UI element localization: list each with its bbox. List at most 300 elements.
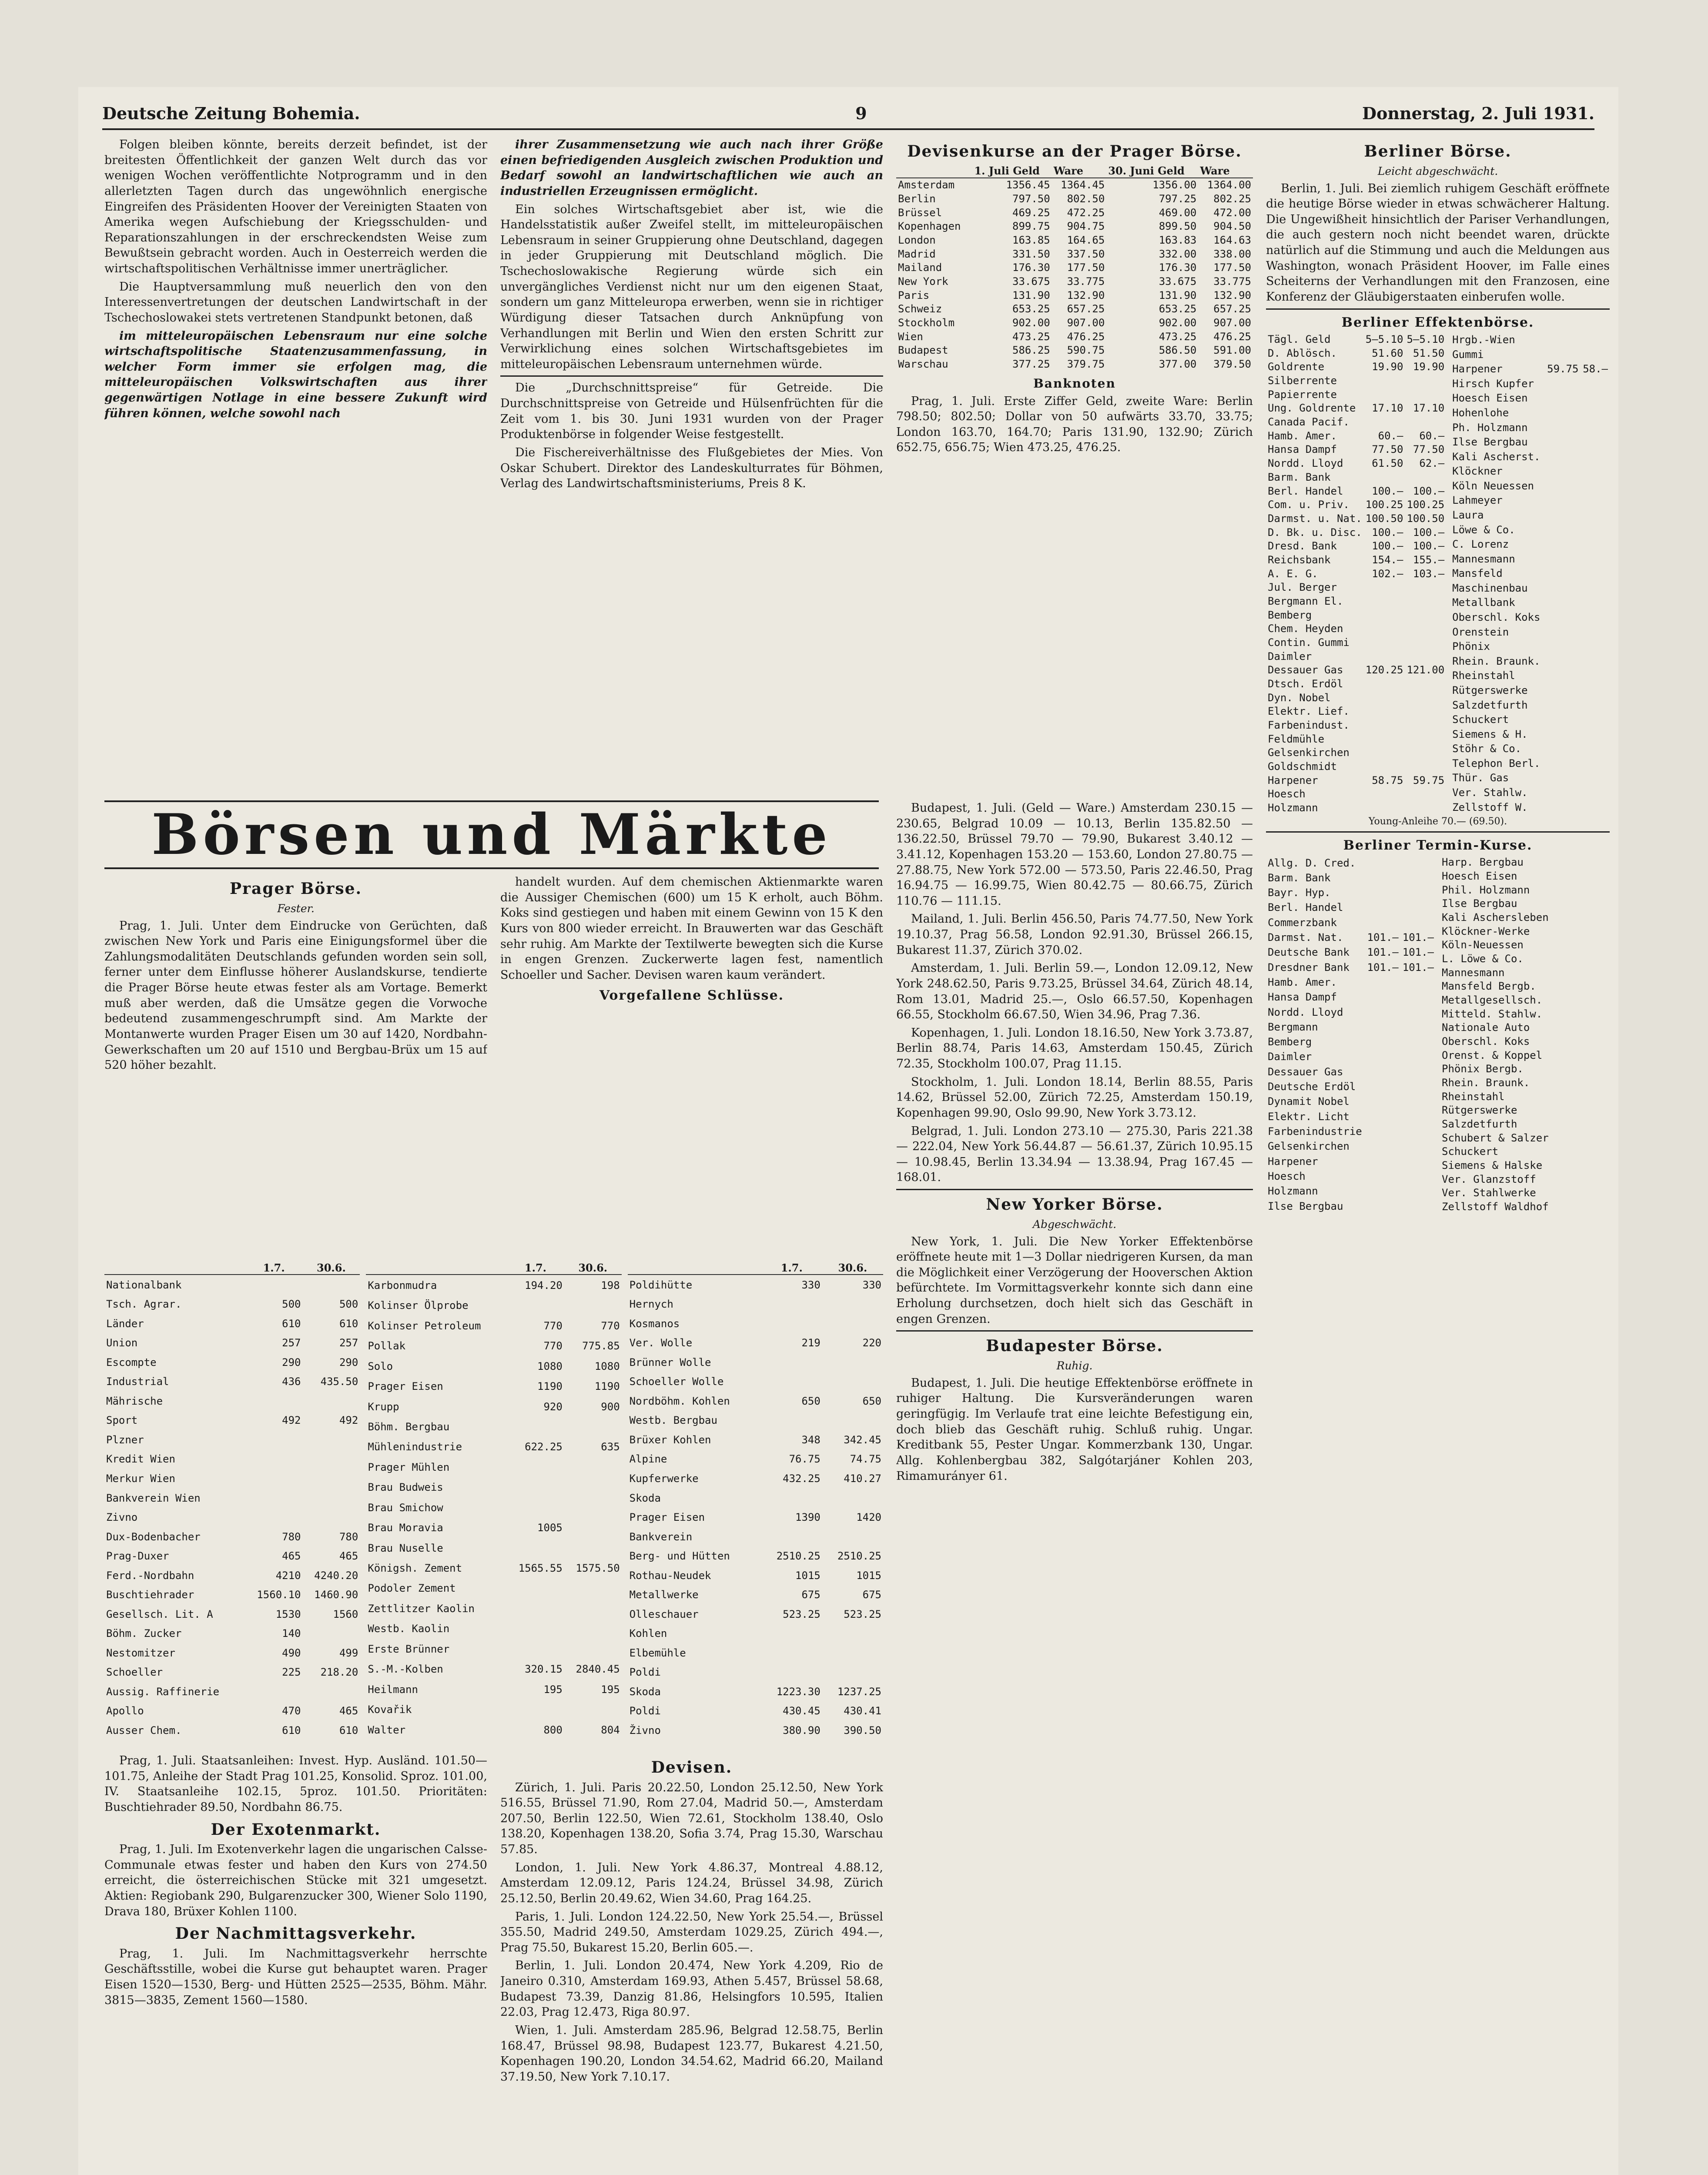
row-label: Karbonmudra: [368, 1279, 437, 1292]
paragraph: Belgrad, 1. Juli. London 273.10 — 275.30, Paris 221.38 — 222.04, New York 56.44.87 — 56.61.37, Zürich 10.95.15 — 10.98.45, Berlin 13.34.94 — 13.38.94, Prag 167.45 — 168.01.: [896, 1124, 1253, 1185]
cell-value: 33.675: [1159, 275, 1197, 288]
cell-value: 1364.00: [1207, 179, 1251, 191]
table-row: [1450, 639, 1610, 654]
cell-value: 101.—: [1402, 961, 1434, 974]
row-label: Oberschl. Koks: [1452, 611, 1541, 624]
table-row: [1440, 1186, 1610, 1200]
cell-value: 657.25: [1213, 303, 1251, 315]
paragraph: Mailand, 1. Juli. Berlin 456.50, Paris 74.77.50, New York 19.10.37, Prag 56.58, London 92.91.30, Brüssel 266.15, Bukarest 11.37, Zürich 370.02.: [896, 912, 1253, 957]
exotenmarkt-title: Der Exotenmarkt.: [211, 1820, 381, 1839]
budapest-title: Budapester Börse.: [986, 1337, 1163, 1355]
paragraph: handelt wurden. Auf dem chemischen Aktienmarkte waren die Aussiger Chemischen (600) um 15 K erholt, auch Böhm. Koks sind gestiegen und haben mit einem Gewinn von 15 K den Kurs von 800 wieder erreicht. In Brauwerten war das Geschäft sehr ruhig. Am Markte der Textilwerte bewegten sich die Kurse in engen Grenzen. Zuckerwerte lagen fest, namentlich Schoeller und Sacher. Devisen waren kaum verändert.: [500, 875, 883, 982]
cell-value: 1237.25: [837, 1685, 881, 1698]
row-label: Maschinenbau: [1452, 582, 1528, 594]
table-row: [366, 1599, 621, 1619]
cell-value: [1364, 581, 1405, 595]
cell-value: [507, 1538, 564, 1558]
cell-value: [1604, 870, 1610, 883]
section-subtitle: Leicht abgeschwächt.: [1377, 164, 1498, 177]
cell-value: [1580, 333, 1610, 348]
cell-value: [1580, 421, 1610, 435]
cell-value: [1365, 1109, 1400, 1124]
row-label: Rheinstahl: [1452, 669, 1515, 682]
devisen-section: [500, 1753, 883, 2175]
table-row: [104, 1295, 360, 1314]
table-row: [628, 1546, 883, 1566]
row-label: Merkur Wien: [106, 1472, 175, 1485]
cell-value: 802.25: [1213, 192, 1251, 205]
row-label: Ver. Stahlw.: [1452, 786, 1528, 799]
table-row: [1266, 774, 1446, 788]
bold-paragraph: im mitteleuropäischen Lebensraum nur eine solche wirtschaftspolitische Staatenzusammenfassung, in welcher Form immer sie erfolgen mag, die mitteleuropäischen Volkswirtschaften aus ihrer gegenwärtigen Notlage in eine bessere Zukunft wird führen können, welche sowohl nach: [104, 329, 487, 420]
cell-value: 100.—: [1413, 485, 1445, 497]
staatsanleihen-section: [104, 1753, 487, 2175]
cell-value: [1400, 1109, 1436, 1124]
row-label: Phönix: [1452, 640, 1490, 653]
termin-title: Berliner Termin-Kurse.: [1343, 837, 1533, 853]
cell-value: [1365, 1005, 1400, 1020]
row-label: Jul. Berger: [1268, 581, 1337, 594]
table-row: [104, 1701, 360, 1721]
row-label: Dresdner Bank: [1268, 961, 1350, 974]
cell-value: [1580, 537, 1610, 552]
table-row: [1450, 742, 1610, 756]
cell-value: 51.60: [1372, 347, 1403, 359]
cell-value: [1365, 1064, 1400, 1079]
column-header: [366, 1262, 507, 1275]
table-row: [104, 1585, 360, 1605]
column-header: [628, 1262, 761, 1275]
cell-value: [1400, 1080, 1436, 1094]
row-label: Berl. Handel: [1268, 901, 1343, 914]
cell-value: 650: [862, 1395, 881, 1407]
row-label: Sport: [106, 1414, 138, 1427]
row-label: Rheinstahl: [1442, 1090, 1505, 1103]
table-row: [1266, 960, 1436, 975]
berliner-boerse-section: [1266, 137, 1610, 2175]
cell-value: [507, 1417, 564, 1437]
row-label: Warschau: [898, 358, 948, 370]
table-row: [104, 1275, 360, 1295]
row-label: Barm. Bank: [1268, 471, 1331, 483]
cell-value: [1580, 727, 1610, 742]
cell-value: [1365, 1080, 1400, 1094]
newspaper-page: [78, 87, 1618, 2175]
cell-value: [1544, 348, 1580, 362]
row-label: Nationalbank: [106, 1278, 182, 1291]
table-row: [366, 1558, 621, 1578]
cell-value: 17.10: [1372, 402, 1403, 415]
table-row: [1266, 915, 1436, 930]
row-label: Metallwerke: [629, 1589, 699, 1601]
row-label: Hohenlohe: [1452, 406, 1509, 419]
table-row: [1450, 435, 1610, 450]
column-header: 30.6.: [564, 1262, 622, 1275]
row-label: S.-M.-Kolben: [368, 1663, 443, 1676]
row-label: Rütgerswerke: [1452, 684, 1528, 696]
cell-value: [1405, 609, 1446, 622]
row-label: Kosmanos: [629, 1317, 680, 1330]
cell-value: 473.25: [1159, 330, 1197, 343]
cell-value: [1580, 566, 1610, 581]
cell-value: [1544, 464, 1580, 479]
newyork-title: New Yorker Börse.: [986, 1195, 1163, 1214]
row-label: Reichsbank: [1268, 553, 1331, 566]
row-label: Hoesch Eisen: [1442, 870, 1517, 882]
cell-value: 5—5.10: [1365, 333, 1403, 346]
table-row: [1450, 625, 1610, 640]
table-row: [1450, 406, 1610, 421]
cell-value: [822, 1295, 883, 1314]
row-label: Brau Smichow: [368, 1501, 443, 1514]
row-label: Metallbank: [1452, 596, 1515, 609]
cell-value: [245, 1449, 303, 1469]
cell-value: [761, 1663, 822, 1682]
cell-value: 76.75: [789, 1453, 821, 1466]
schluesse-tables: [104, 1262, 883, 1740]
row-label: Hamb. Amer.: [1268, 976, 1337, 988]
cell-value: [1604, 1035, 1610, 1049]
cell-value: [761, 1295, 822, 1314]
table-row: [1450, 362, 1610, 377]
cell-value: [1405, 733, 1446, 746]
row-label: Ilse Bergbau: [1452, 436, 1528, 448]
table-row: [1266, 1035, 1436, 1050]
table-row: [1266, 746, 1446, 760]
cell-value: [1400, 1020, 1436, 1035]
row-label: Bergmann El.: [1268, 595, 1343, 607]
cell-value: 900: [601, 1400, 620, 1413]
cell-value: 804: [601, 1723, 620, 1736]
table-row: [1450, 537, 1610, 552]
cell-value: [1544, 742, 1580, 756]
cell-value: [1365, 886, 1400, 900]
row-label: Harp. Bergbau: [1442, 856, 1524, 869]
row-label: Hoesch Eisen: [1452, 392, 1528, 405]
cell-value: 2510.25: [776, 1550, 821, 1563]
cell-value: 177.50: [1213, 261, 1251, 274]
cell-value: [1580, 756, 1610, 771]
cell-value: [1580, 771, 1610, 786]
table-row: [104, 1508, 360, 1527]
cell-value: [1365, 856, 1400, 870]
cell-value: 195: [543, 1683, 563, 1696]
effekten-table-b: [1450, 333, 1610, 815]
table-row: [1450, 581, 1610, 596]
cell-value: 1190: [594, 1380, 620, 1393]
row-label: Rhein. Braunk.: [1442, 1077, 1530, 1089]
table-row: [1266, 1139, 1436, 1154]
row-label: Brau Moravia: [368, 1522, 443, 1534]
cell-value: 469.25: [1012, 206, 1050, 219]
table-row: [1266, 526, 1446, 540]
row-label: Kali Aschersleben: [1442, 911, 1549, 924]
table-row: [1266, 388, 1446, 402]
table-row: [1440, 1007, 1610, 1021]
cell-value: [1580, 742, 1610, 756]
row-label: Hirsch Kupfer: [1452, 377, 1534, 390]
cell-value: 635: [601, 1441, 620, 1453]
cell-value: [303, 1488, 360, 1508]
cell-value: [1364, 622, 1405, 636]
cell-value: 492: [339, 1414, 358, 1427]
paragraph: Berlin, 1. Juli. London 20.474, New York 4.209, Rio de Janeiro 0.310, Amsterdam 169.93, Athen 5.457, Brüssel 58.68, Budapest 73.39, Danzig 81.86, Helsingfors 10.595, Italien 22.03, Prag 12.473, Riga 80.97.: [500, 1959, 883, 2019]
row-label: Skoda: [629, 1685, 661, 1698]
row-label: Gelsenkirchen: [1268, 746, 1350, 759]
row-label: Kolinser Petroleum: [368, 1319, 481, 1332]
table-row: [1450, 566, 1610, 581]
column-header: 1.7.: [245, 1262, 303, 1275]
cell-value: 610: [339, 1724, 358, 1737]
table-row: [1440, 1159, 1610, 1173]
table-row: [1266, 990, 1436, 1005]
cell-value: [1600, 1186, 1605, 1200]
paragraph: Berlin, 1. Juli. Bei ziemlich ruhigem Geschäft eröffnete die heutige Börse wieder in etwas schwächerer Haltung. Die Ungewißheit hinsichtlich der Pariser Verhandlungen, die auch gestern noch nicht beendet waren, drückte natürlich auf die Stimmung und auch die Meldungen aus Washington, wonach Präsident Hoover, im Falle eines Scheiterns der Verhandlungen mit den Franzosen, eine Konferenz der Gläubigerstaaten einberufen wolle.: [1266, 181, 1610, 304]
row-label: Länder: [106, 1317, 144, 1330]
row-label: Thür. Gas: [1452, 772, 1509, 784]
table-row: [1266, 787, 1446, 801]
paragraph: Prag, 1. Juli. Im Exotenverkehr lagen die ungarischen Calsse-Communale etwas fester und haben den Kurs von 274.50 erreicht, die österreichischen Stücke mit 321 umgesetzt. Aktien: Regiobank 290, Bulgarenzucker 300, Wiener Solo 1190, Drava 180, Brüxer Kohlen 1100.: [104, 1843, 487, 1918]
table-row: [1266, 930, 1436, 945]
cell-value: [507, 1599, 564, 1619]
cell-value: [1604, 980, 1610, 994]
row-label: Stockholm: [898, 316, 955, 329]
table-row: [896, 316, 1253, 330]
cell-value: 257: [339, 1337, 358, 1349]
cell-value: [1544, 508, 1580, 523]
cell-value: [1600, 1131, 1605, 1145]
cell-value: 342.45: [844, 1433, 881, 1446]
cell-value: 61.50: [1372, 457, 1403, 470]
row-label: Erste Brünner: [368, 1643, 450, 1655]
cell-value: 586.25: [1012, 344, 1050, 357]
cell-value: 332.00: [1159, 248, 1197, 260]
row-label: Nordd. Lloyd: [1268, 457, 1343, 470]
cell-value: 1190: [537, 1380, 563, 1393]
cell-value: [1400, 1035, 1436, 1050]
cell-value: 1565.55: [518, 1562, 563, 1574]
cell-value: [1400, 871, 1436, 886]
table-row: [1266, 415, 1446, 429]
cell-value: [1600, 1076, 1605, 1090]
cell-value: 140: [282, 1627, 301, 1640]
cell-value: [1580, 625, 1610, 640]
cell-value: 675: [862, 1589, 881, 1601]
cell-value: 775.85: [582, 1340, 620, 1352]
section-title: Berliner Börse.: [1364, 142, 1512, 161]
row-label: Mailand: [898, 261, 942, 274]
cell-value: 290: [282, 1356, 301, 1369]
row-label: Heilmann: [368, 1683, 418, 1696]
cell-value: 523.25: [783, 1608, 821, 1620]
table-row: [1266, 1094, 1436, 1109]
cell-value: 218.20: [320, 1666, 358, 1679]
cell-value: 101.—: [1402, 931, 1434, 944]
cell-value: [1544, 377, 1580, 392]
row-label: Phil. Holzmann: [1442, 883, 1530, 896]
cell-value: [822, 1372, 883, 1392]
section-title: Prager Börse.: [229, 880, 362, 898]
paragraph: Kopenhagen, 1. Juli. London 18.16.50, New York 3.73.87, Berlin 88.74, Paris 14.63, Amsterdam 150.45, Zürich 72.35, Stockholm 100.07, Prag 11.15.: [896, 1026, 1253, 1071]
cell-value: 176.30: [1159, 261, 1197, 274]
table-row: [1440, 1049, 1610, 1063]
row-label: Harpener: [1268, 1155, 1318, 1168]
row-label: Löwe & Co.: [1452, 523, 1515, 536]
cell-value: 1364.45: [1061, 179, 1105, 191]
cell-value: 650: [801, 1395, 821, 1407]
table-row: [896, 275, 1253, 289]
cell-value: 121.00: [1407, 664, 1445, 676]
column-header: Ware: [1052, 164, 1107, 178]
cell-value: [507, 1619, 564, 1639]
cell-value: [1544, 625, 1580, 640]
cell-value: [1600, 1159, 1605, 1173]
cell-value: 154.—: [1372, 553, 1403, 566]
cell-value: [1365, 900, 1400, 915]
cell-value: [1365, 1169, 1400, 1184]
newyork-subtitle: Abgeschwächt.: [1032, 1218, 1117, 1231]
cell-value: 58.—: [1583, 363, 1608, 375]
cell-value: [1365, 1035, 1400, 1050]
row-label: Harpener: [1452, 363, 1503, 375]
row-label: Kolinser Ölprobe: [368, 1299, 469, 1312]
row-label: Podoler Zement: [368, 1582, 456, 1595]
paragraph: Paris, 1. Juli. London 124.22.50, New York 25.54.—, Brüssel 355.50, Madrid 249.50, Amsterdam 1029.25, Zürich 494.—, Prag 75.50, Bukarest 15.20, Berlin 605.—.: [500, 1910, 883, 1954]
cell-value: [303, 1430, 360, 1450]
cell-value: 802.50: [1067, 192, 1105, 205]
row-label: Ilse Bergbau: [1442, 897, 1517, 910]
cell-value: [1405, 705, 1446, 719]
cell-value: [1580, 683, 1610, 698]
cell-value: 164.63: [1213, 234, 1251, 246]
cell-value: 1390: [795, 1511, 821, 1524]
cell-value: [761, 1411, 822, 1430]
row-label: Hamb. Amer.: [1268, 429, 1337, 442]
cell-value: [1544, 771, 1580, 786]
cell-value: 2840.45: [576, 1663, 620, 1676]
cell-value: [1600, 1145, 1605, 1159]
cell-value: 472.25: [1067, 206, 1105, 219]
cell-value: 100.—: [1372, 526, 1403, 539]
row-label: Kopenhagen: [898, 220, 961, 233]
row-label: Ung. Goldrente: [1268, 402, 1356, 415]
cell-value: [822, 1624, 883, 1643]
row-label: L. Löwe & Co.: [1442, 952, 1524, 965]
row-label: Goldrente: [1268, 361, 1325, 373]
cell-value: 225: [282, 1666, 301, 1679]
row-label: Oberschl. Koks: [1442, 1035, 1530, 1047]
table-row: [628, 1449, 883, 1469]
cell-value: [1600, 856, 1605, 870]
cell-value: [1604, 1186, 1610, 1200]
table-row: [628, 1469, 883, 1489]
table-row: [104, 1566, 360, 1585]
cell-value: 610: [282, 1317, 301, 1330]
table-row: [1450, 654, 1610, 669]
cell-value: [1400, 886, 1436, 900]
cell-value: [1400, 1050, 1436, 1064]
column-header: 1.7.: [507, 1262, 564, 1275]
table-row: [366, 1356, 621, 1376]
cell-value: 590.75: [1067, 344, 1105, 357]
row-label: Brüxer Kohlen: [629, 1433, 711, 1446]
table-row: [1266, 512, 1446, 526]
cell-value: 1460.90: [314, 1589, 358, 1601]
cell-value: [822, 1643, 883, 1663]
table-row: [104, 1663, 360, 1682]
cell-value: [303, 1469, 360, 1489]
table-row: [1266, 663, 1446, 677]
column-header: 1. Juli Geld: [972, 164, 1052, 178]
cell-value: [1544, 727, 1580, 742]
cell-value: [1400, 1139, 1436, 1154]
cell-value: [1604, 938, 1610, 952]
table-row: [1266, 1050, 1436, 1064]
row-label: Zellstoff W.: [1452, 801, 1528, 813]
cell-value: 101.—: [1367, 946, 1399, 959]
row-label: Ausser Chem.: [106, 1724, 182, 1737]
table-row: [628, 1624, 883, 1643]
cell-value: [1604, 1159, 1610, 1173]
table-row: [1450, 771, 1610, 786]
table-row: [1450, 756, 1610, 771]
row-label: Mitteld. Stahlw.: [1442, 1007, 1543, 1020]
table-row: [366, 1316, 621, 1336]
row-label: Bemberg: [1268, 1036, 1312, 1048]
table-row: [896, 206, 1253, 220]
cell-value: [564, 1518, 622, 1538]
cell-value: [303, 1392, 360, 1411]
table-row: [896, 358, 1253, 371]
row-label: Böhm. Zucker: [106, 1627, 182, 1640]
cell-value: 33.775: [1213, 275, 1251, 288]
table-row: [1450, 493, 1610, 508]
budapest-subtitle: Ruhig.: [1056, 1359, 1093, 1372]
cell-value: [1405, 691, 1446, 705]
cell-value: [1400, 915, 1436, 930]
row-label: Tägl. Geld: [1268, 333, 1331, 346]
cell-value: [1544, 493, 1580, 508]
row-label: Commerzbank: [1268, 916, 1337, 929]
cell-value: 100.—: [1413, 526, 1445, 539]
cell-value: [1364, 650, 1405, 664]
cell-value: [507, 1497, 564, 1517]
cell-value: [822, 1314, 883, 1334]
cell-value: [564, 1295, 622, 1315]
row-label: Zettlitzer Kaolin: [368, 1602, 475, 1615]
cell-value: [1604, 856, 1610, 870]
cell-value: [1400, 1124, 1436, 1139]
cell-value: [507, 1700, 564, 1720]
cell-value: [1364, 677, 1405, 691]
cell-value: 430.45: [783, 1705, 821, 1717]
cell-value: 77.50: [1413, 443, 1445, 456]
table-row: [896, 330, 1253, 344]
row-label: A. E. G.: [1268, 567, 1318, 580]
cell-value: [1580, 552, 1610, 567]
table-row: [366, 1275, 621, 1295]
devisen-title: Devisen.: [651, 1758, 733, 1777]
row-label: Harpener: [1268, 774, 1318, 786]
row-label: London: [898, 234, 936, 246]
table-row: [1440, 1173, 1610, 1187]
termin-table-b: [1440, 856, 1610, 1214]
cell-value: 499: [339, 1646, 358, 1659]
cell-value: [1544, 450, 1580, 465]
cell-value: [1604, 1131, 1610, 1145]
row-label: Laura: [1452, 509, 1484, 521]
row-label: Mährische: [106, 1395, 163, 1407]
